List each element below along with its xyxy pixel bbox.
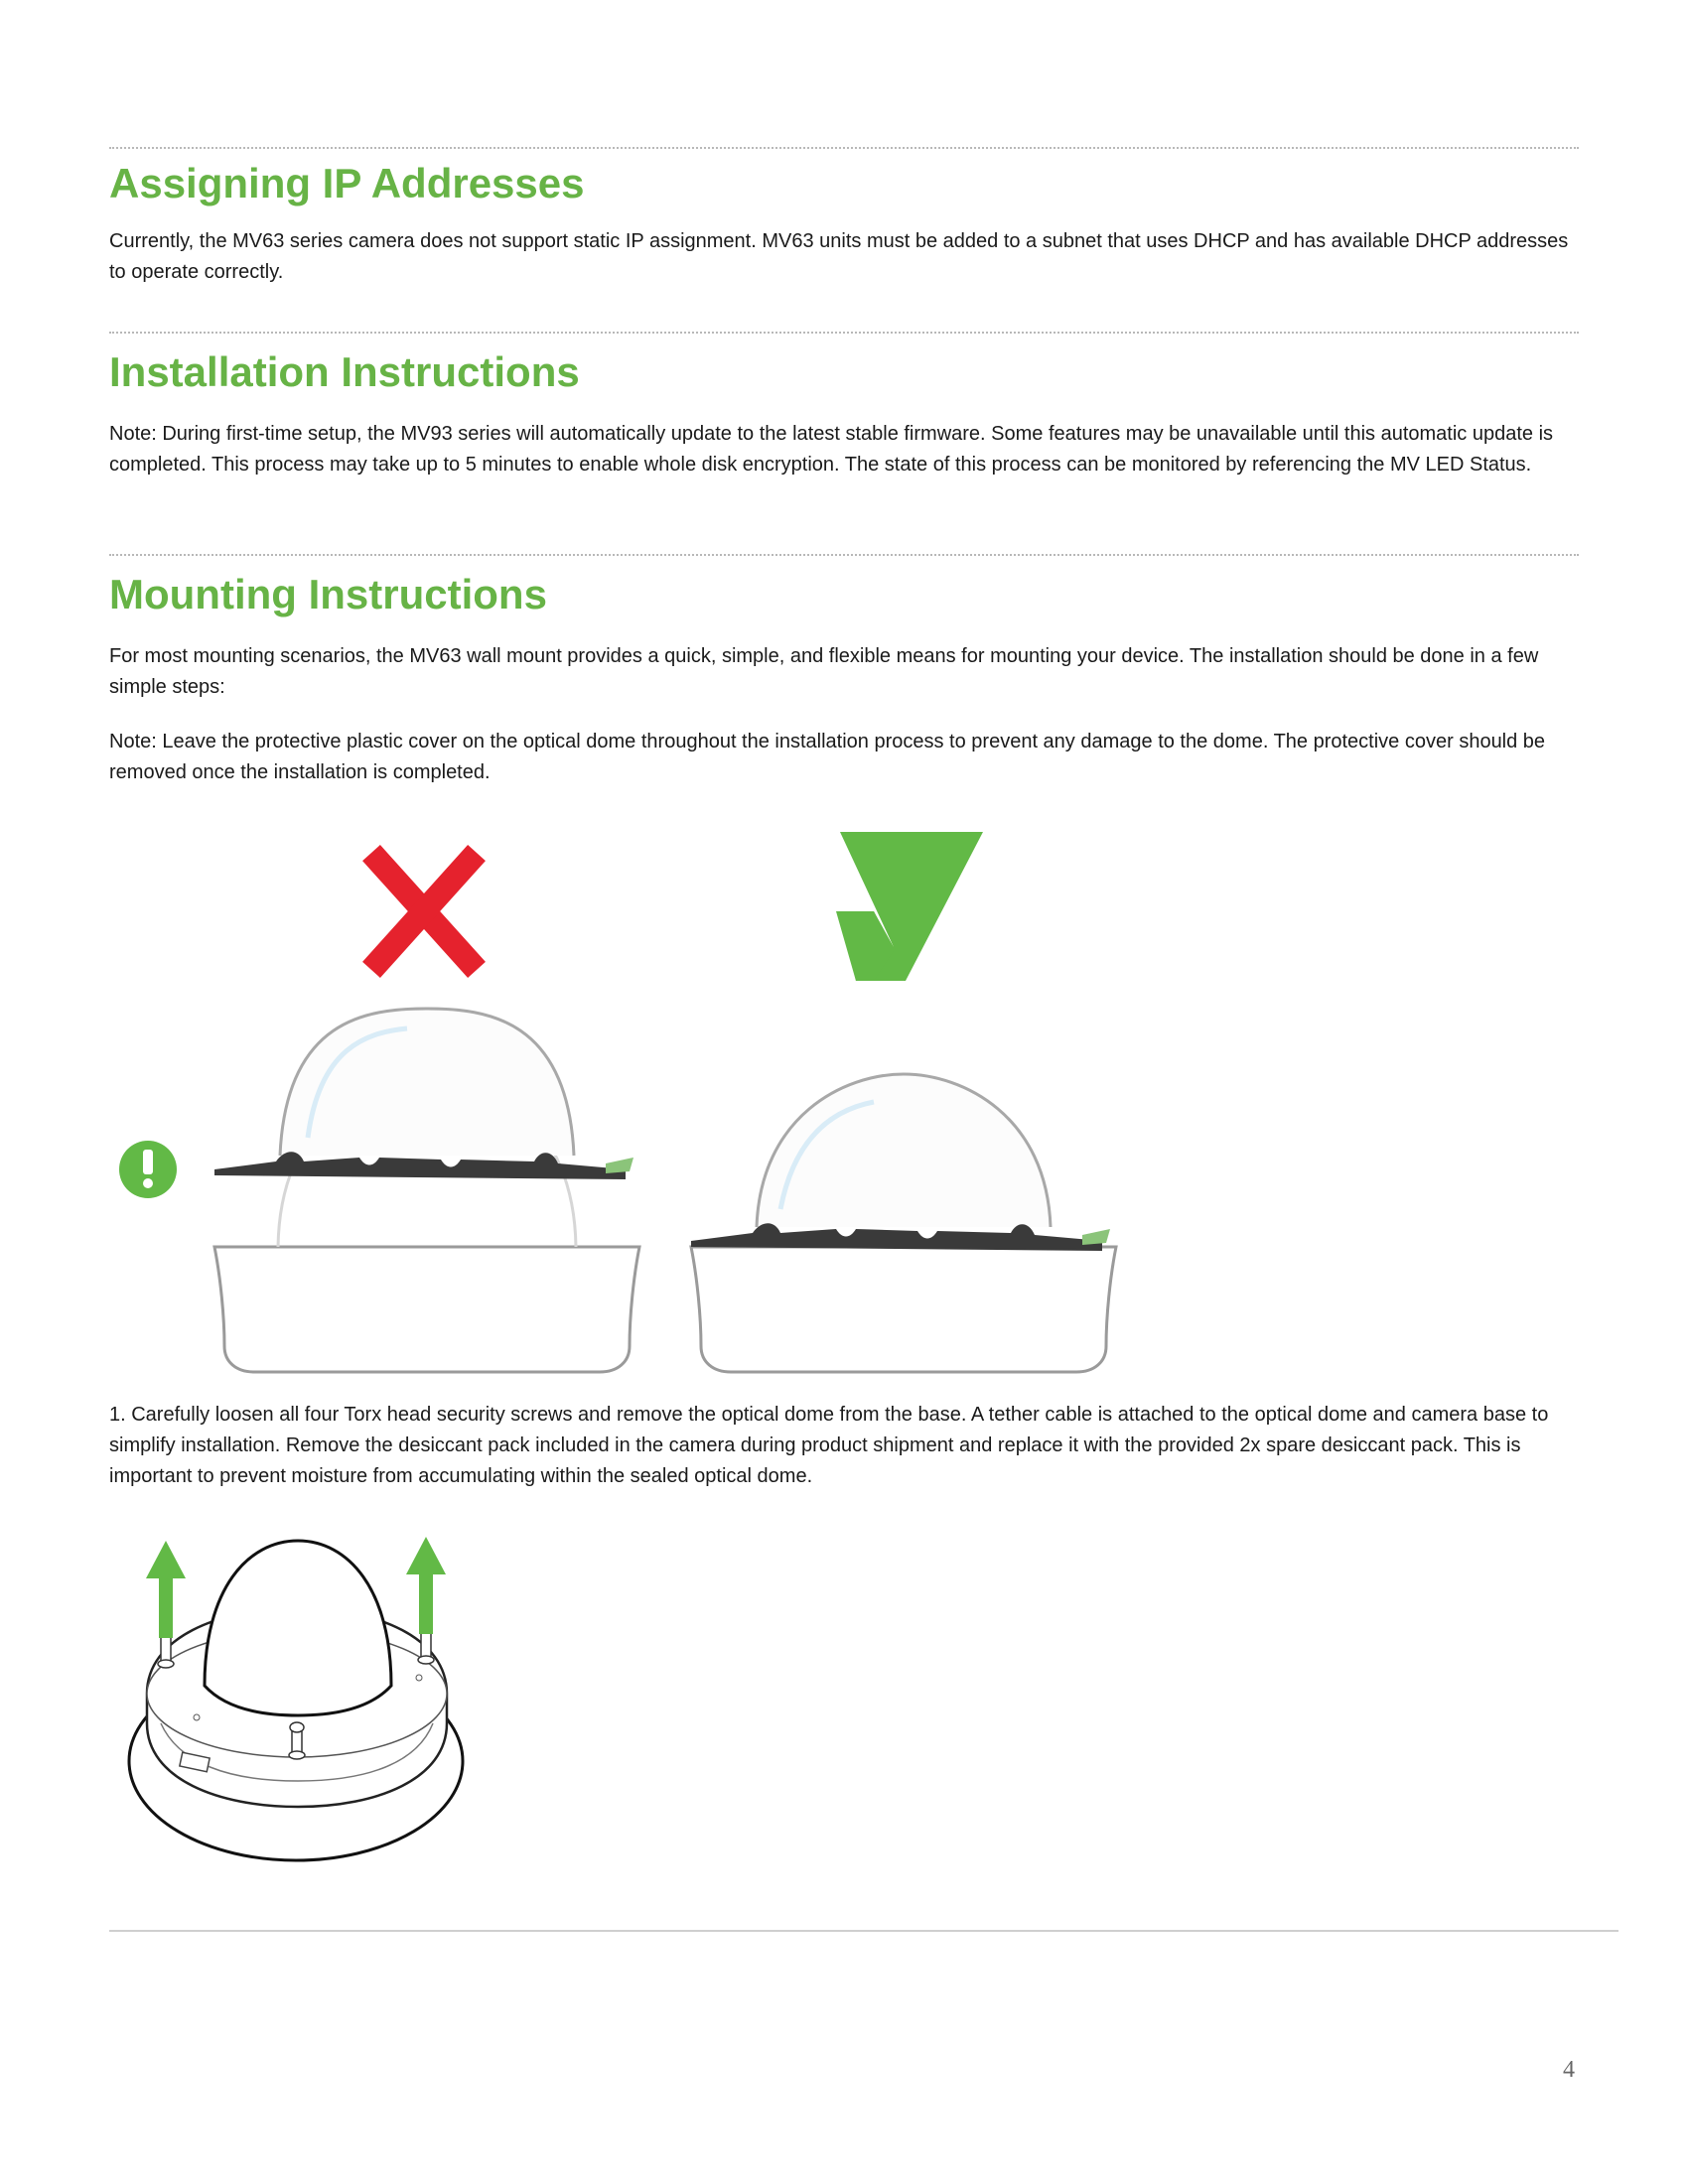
paragraph-mounting-intro: For most mounting scenarios, the MV63 wall mount provides a quick, simple, and flexible means for mounting your device. The installation should be done in a few simple steps: [109,645,1539,698]
dome-placement-comparison-figure [109,820,1162,1376]
green-up-arrow-icon [406,1537,446,1634]
paragraph-step-1: 1. Carefully loosen all four Torx head security screws and remove the optical dome from the base. A tether cable is attached to the optical dome and camera base to simplify installation. Remove the desiccant pack included in the camera during product shipment and replace it with the provided 2x spare desiccant pack. This is important to prevent moisture from accumulating within the sealed optical dome. [109,1404,1549,1487]
section-separator [109,554,1579,556]
red-x-icon [379,862,469,961]
paragraph-installation-note: Note: During first-time setup, the MV93 series will automatically update to the latest stable firmware. Some features may be unavailable until this automatic update is completed. This process may take up to 5 minutes to enable whole disk encryption. The state of this process can be monitored by referencing the MV LED Status. [109,423,1554,476]
green-checkmark-icon [836,832,983,981]
paragraph-ip-assignment: Currently, the MV63 series camera does not support static IP assignment. MV63 units must be added to a subnet that uses DHCP and has available DHCP addresses to operate correctly. [109,230,1569,283]
dome-removal-figure [109,1519,467,1896]
footer-rule [109,1930,1618,1932]
section-heading-installation: Installation Instructions [109,348,580,395]
paragraph-protective-cover-note: Note: Leave the protective plastic cover on the optical dome throughout the installation process to prevent any damage to the dome. The protective cover should be removed once the installation is completed. [109,731,1546,783]
page-number: 4 [1563,2057,1575,2083]
section-heading-assigning-ip: Assigning IP Addresses [109,160,585,206]
exclamation-circle-icon [119,1141,177,1198]
dome-seated-illustration [691,1074,1116,1372]
section-heading-mounting: Mounting Instructions [109,571,547,617]
green-up-arrow-icon [146,1541,186,1638]
section-separator [109,332,1579,334]
dome-lifted-illustration [214,1009,639,1372]
section-separator [109,147,1579,149]
